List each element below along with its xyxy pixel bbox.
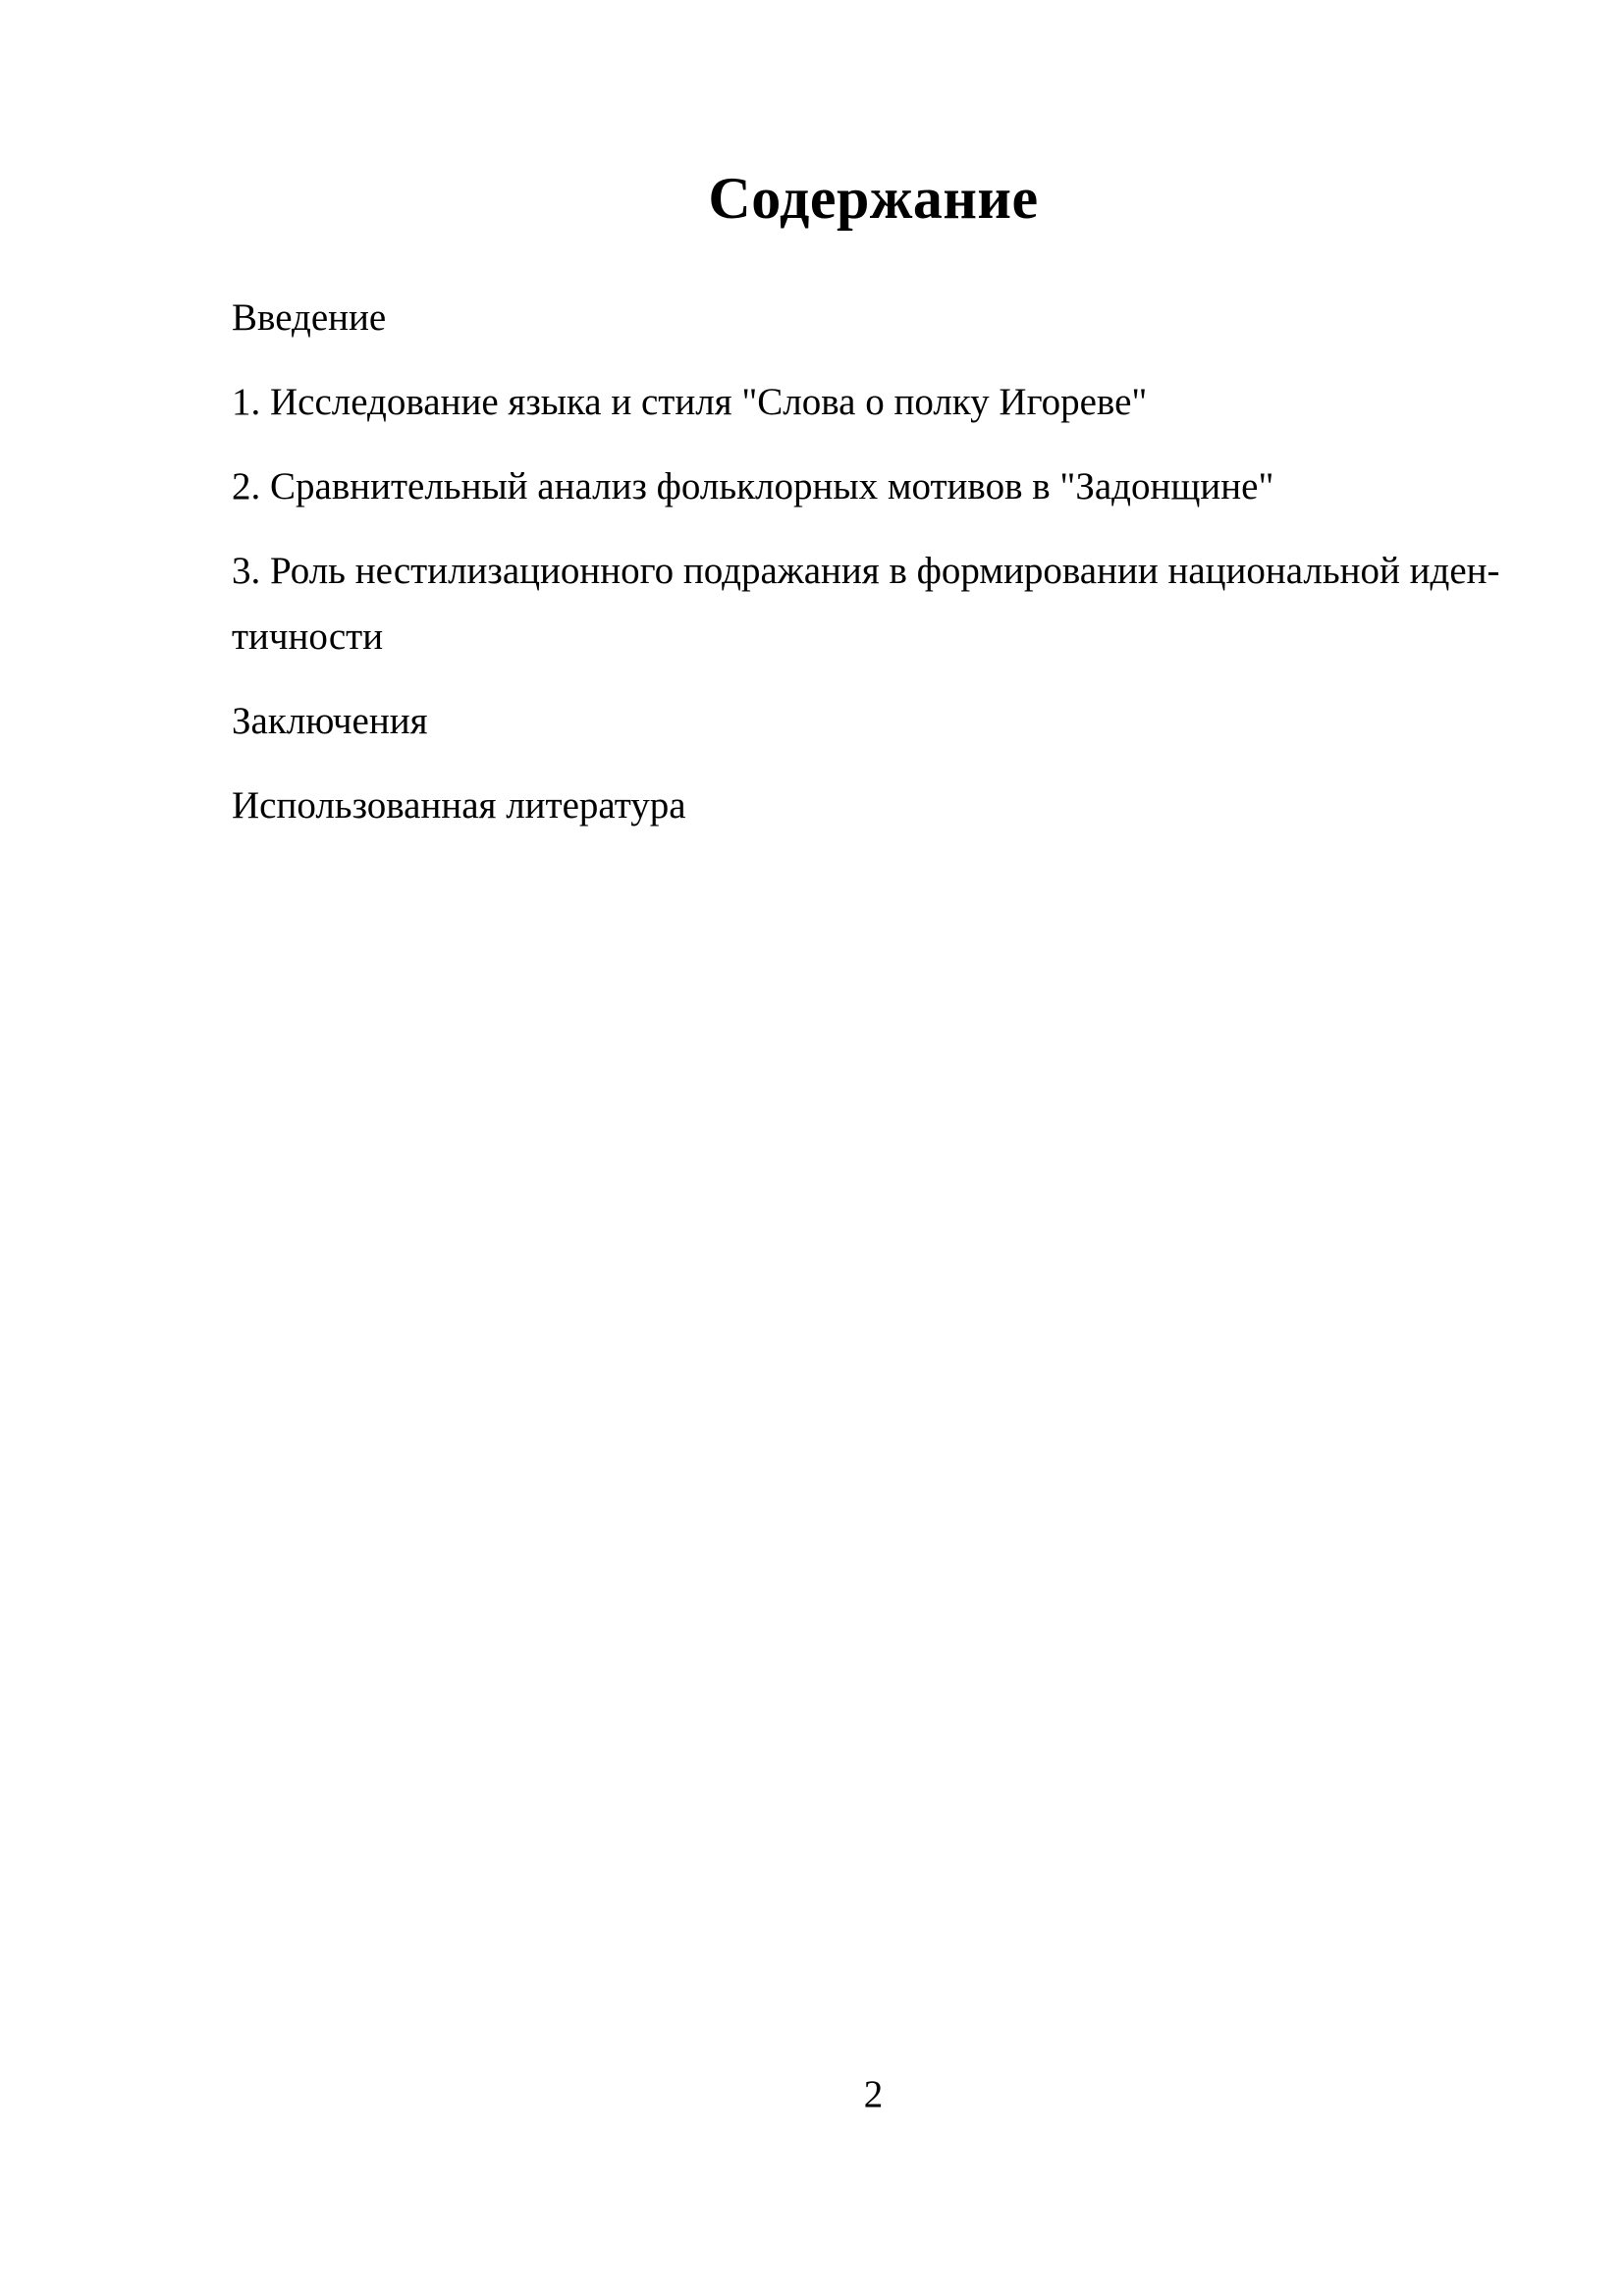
toc-item-chapter-3-line-1: 3. Роль нестилизационного подражания в формировании национальной иден- [232, 550, 1500, 592]
page-content [232, 163, 1515, 838]
toc-item-bibliography: Использованная литература [232, 784, 686, 827]
toc-item-chapter-1: 1. Исследование языка и стиля "Слова о полку Игореве" [232, 381, 1148, 423]
toc-item-introduction: Введение [232, 296, 387, 339]
toc-item-chapter-3-line-2: тичности [232, 615, 384, 658]
page-number: 2 [863, 2073, 884, 2115]
toc-item-chapter-2: 2. Сравнительный анализ фольклорных мотивов в "Задонщине" [232, 465, 1274, 507]
toc-item-conclusion: Заключения [232, 700, 428, 742]
page-title: Содержание [708, 166, 1039, 231]
